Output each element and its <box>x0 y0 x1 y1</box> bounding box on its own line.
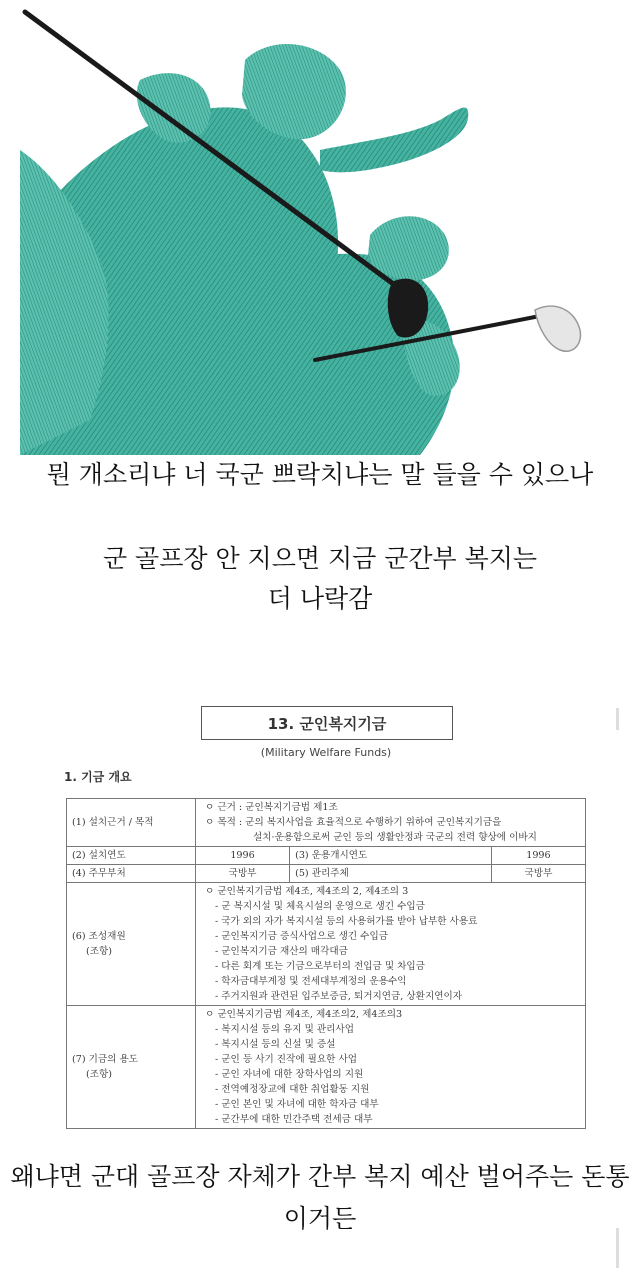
ministry-value: 국방부 <box>196 865 290 883</box>
basis-cell <box>196 799 586 847</box>
use-line: - 군인 등 사기 진작에 필요한 사업 <box>215 1054 358 1065</box>
caption-1: 뭔 개소리냐 너 국군 쁘락치냐는 말 들을 수 있으나 <box>46 460 594 489</box>
source-label-cell <box>67 883 196 1006</box>
fund-overview-table <box>66 798 586 1129</box>
use-line: ㅇ 군인복지기금법 제4조, 제4조의2, 제4조의3 <box>205 1009 403 1020</box>
use-label: (7) 기금의 용도 <box>72 1054 139 1065</box>
caption-2-line-2: 더 나락감 <box>267 584 373 613</box>
basis-line: 설치·운용함으로써 군인 등의 생활안정과 국군의 전력 향상에 이바지 <box>253 832 537 843</box>
table-row <box>67 847 586 865</box>
caption-3-line-2: 이거든 <box>283 1204 357 1233</box>
use-line: - 복지시설 등의 유지 및 관리사업 <box>215 1024 354 1035</box>
est-year-label: (2) 설치연도 <box>67 847 196 865</box>
caption-2-line-1: 군 골프장 안 지으면 지금 군간부 복지는 <box>102 544 538 573</box>
basis-line: ㅇ 목적 : 군의 복지사업을 효율적으로 수행하기 위하여 군인복지기금을 <box>205 817 502 828</box>
op-year-label: (3) 운용개시연도 <box>290 847 492 865</box>
source-line: - 학자금대부계정 및 전세대부계정의 운용수익 <box>215 976 407 987</box>
table-row <box>67 865 586 883</box>
source-line: - 군 복지시설 및 체육시설의 운영으로 생긴 수입금 <box>215 901 425 912</box>
source-sub: (조항) <box>86 946 113 957</box>
military-welfare-fund-document <box>56 700 596 1150</box>
table-row <box>67 799 586 847</box>
soldiers-golf-club-illustration <box>20 0 620 460</box>
use-cell <box>196 1006 586 1129</box>
manager-label: (5) 관리주체 <box>290 865 492 883</box>
source-line: - 주거지원과 관련된 입주보증금, 퇴거지연금, 상환지연이자 <box>215 991 463 1002</box>
source-label: (6) 조성재원 <box>72 931 126 942</box>
source-line: - 국가 외의 자가 복지시설 등의 사용허가를 받아 납부한 사용료 <box>215 916 478 927</box>
basis-label: (1) 설치근거 / 목적 <box>67 799 196 847</box>
basis-line: ㅇ 근거 : 군인복지기금법 제1조 <box>205 802 338 813</box>
source-line: - 다른 회계 또는 기금으로부터의 전입금 및 차입금 <box>215 961 425 972</box>
caption-3-line-1: 왜냐면 군대 골프장 자체가 간부 복지 예산 벌어주는 돈통 <box>10 1162 630 1191</box>
document-title: 13. 군인복지기금 <box>201 706 453 740</box>
op-year-value: 1996 <box>491 847 585 865</box>
document-subtitle: (Military Welfare Funds) <box>260 746 392 759</box>
use-line: - 복지시설 등의 신설 및 증설 <box>215 1039 336 1050</box>
table-row <box>67 1006 586 1129</box>
manager-value: 국방부 <box>491 865 585 883</box>
use-sub: (조항) <box>86 1069 113 1080</box>
use-line: - 전역예정장교에 대한 취업활동 지원 <box>215 1084 370 1095</box>
use-line: - 군인 본인 및 자녀에 대한 학자금 대부 <box>215 1099 379 1110</box>
source-line: ㅇ 군인복지기금법 제4조, 제4조의 2, 제4조의 3 <box>205 886 409 897</box>
use-line: - 군간부에 대한 민간주택 전세금 대부 <box>215 1114 373 1125</box>
source-line: - 군인복지기금 재산의 매각대금 <box>215 946 348 957</box>
source-cell <box>196 883 586 1006</box>
ministry-label: (4) 주무부처 <box>67 865 196 883</box>
source-line: - 군인복지기금 증식사업으로 생긴 수입금 <box>215 931 388 942</box>
table-row <box>67 883 586 1006</box>
use-line: - 군인 자녀에 대한 장학사업의 지원 <box>215 1069 364 1080</box>
use-label-cell <box>67 1006 196 1129</box>
document-section-heading: 1. 기금 개요 <box>64 770 132 784</box>
est-year-value: 1996 <box>196 847 290 865</box>
